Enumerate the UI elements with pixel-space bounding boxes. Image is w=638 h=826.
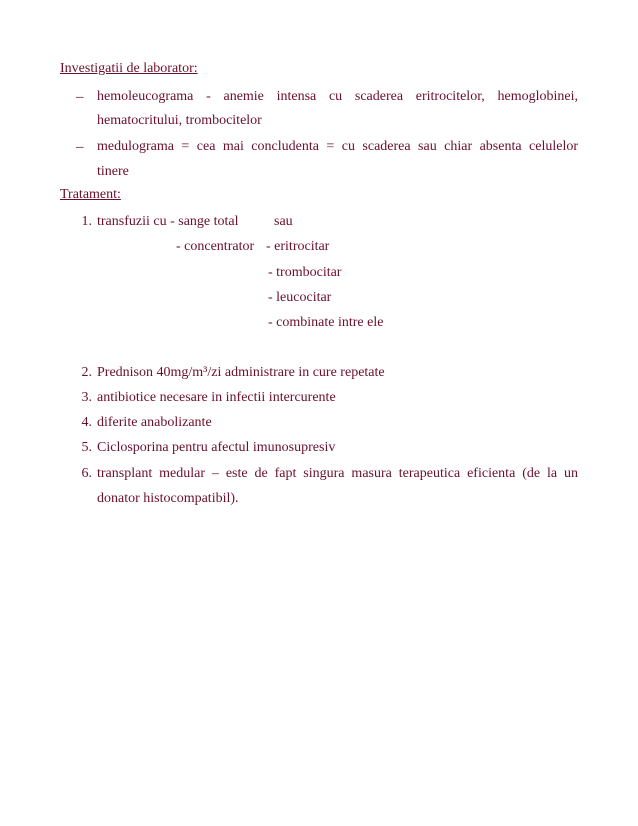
lab-item-marker: – <box>76 139 84 155</box>
lab-item-hemoleucograma-cont: hematocritului, trombocitelor <box>97 113 262 128</box>
treatment-subitem: - trombocitar <box>268 265 342 280</box>
treatment-item-sau: sau <box>274 214 293 229</box>
heading-treatment: Tratament: <box>60 187 121 202</box>
treatment-subitem: - combinate intre ele <box>268 315 384 330</box>
treatment-item-transfuzii: transfuzii cu - sange total <box>97 214 239 229</box>
treatment-item-anabolizante: diferite anabolizante <box>97 415 212 430</box>
treatment-item-ciclosporina: Ciclosporina pentru afectul imunosupresiv <box>97 440 336 455</box>
lab-item-medulograma-cont: tinere <box>97 164 129 179</box>
list-number: 6. <box>81 466 92 481</box>
treatment-item-transplant: transplant medular – este de fapt singura masura terapeutica eficienta (de la un <box>97 466 578 481</box>
treatment-subitem: - leucocitar <box>268 290 332 305</box>
list-number: 3. <box>81 390 92 405</box>
treatment-item-antibiotice: antibiotice necesare in infectii intercurente <box>97 390 336 405</box>
list-number: 5. <box>81 440 92 455</box>
heading-lab-investigations: Investigatii de laborator: <box>60 61 198 76</box>
treatment-subitem-concentrator: - concentrator <box>176 239 255 254</box>
list-number: 1. <box>81 214 92 229</box>
list-number: 4. <box>81 415 92 430</box>
treatment-item-prednison: Prednison 40mg/m³/zi administrare in cure repetate <box>97 365 385 380</box>
list-number: 2. <box>81 365 92 380</box>
lab-item-hemoleucograma: hemoleucograma - anemie intensa cu scaderea eritrocitelor, hemoglobinei, <box>97 89 578 104</box>
treatment-subitem: - eritrocitar <box>266 239 330 254</box>
treatment-item-transplant-cont: donator histocompatibil). <box>97 491 239 506</box>
lab-item-marker: – <box>76 89 84 105</box>
lab-item-medulograma: medulograma = cea mai concludenta = cu scaderea sau chiar absenta celulelor <box>97 139 578 154</box>
